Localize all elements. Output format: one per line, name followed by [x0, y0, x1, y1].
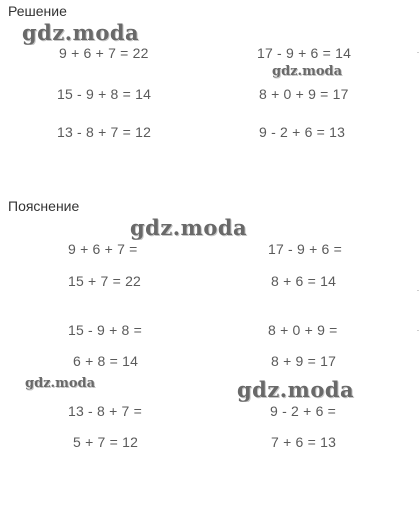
explanation-equation: 9 - 2 + 6 = — [270, 403, 337, 419]
solution-equation: 8 + 0 + 9 = 17 — [259, 86, 349, 102]
watermark-logo: gdz.moda — [237, 377, 355, 402]
watermark-logo: gdz.moda — [272, 64, 343, 79]
explanation-equation: 13 - 8 + 7 = — [68, 403, 143, 419]
solution-heading: Решение — [8, 3, 67, 19]
explanation-equation: 8 + 9 = 17 — [271, 353, 337, 369]
explanation-equation: 9 + 6 + 7 = — [68, 241, 138, 257]
solution-equation: 17 - 9 + 6 = 14 — [257, 45, 352, 61]
watermark-logo: gdz.moda — [130, 215, 248, 240]
solution-equation: 15 - 9 + 8 = 14 — [57, 86, 152, 102]
watermark-logo: gdz.moda — [25, 376, 96, 391]
explanation-equation: 7 + 6 = 13 — [271, 434, 337, 450]
solution-equation: 9 + 6 + 7 = 22 — [59, 45, 149, 61]
solution-equation: 9 - 2 + 6 = 13 — [259, 124, 346, 140]
explanation-equation: 5 + 7 = 12 — [73, 434, 139, 450]
solution-equation: 13 - 8 + 7 = 12 — [57, 124, 152, 140]
explanation-equation: 6 + 8 = 14 — [73, 353, 139, 369]
watermark-logo: gdz.moda — [22, 20, 140, 45]
explanation-equation: 15 + 7 = 22 — [68, 273, 142, 289]
explanation-equation: 8 + 0 + 9 = — [268, 322, 338, 338]
explanation-equation: 15 - 9 + 8 = — [68, 322, 143, 338]
explanation-equation: 17 - 9 + 6 = — [268, 241, 343, 257]
explanation-equation: 8 + 6 = 14 — [271, 273, 337, 289]
explanation-heading: Пояснение — [8, 198, 80, 214]
